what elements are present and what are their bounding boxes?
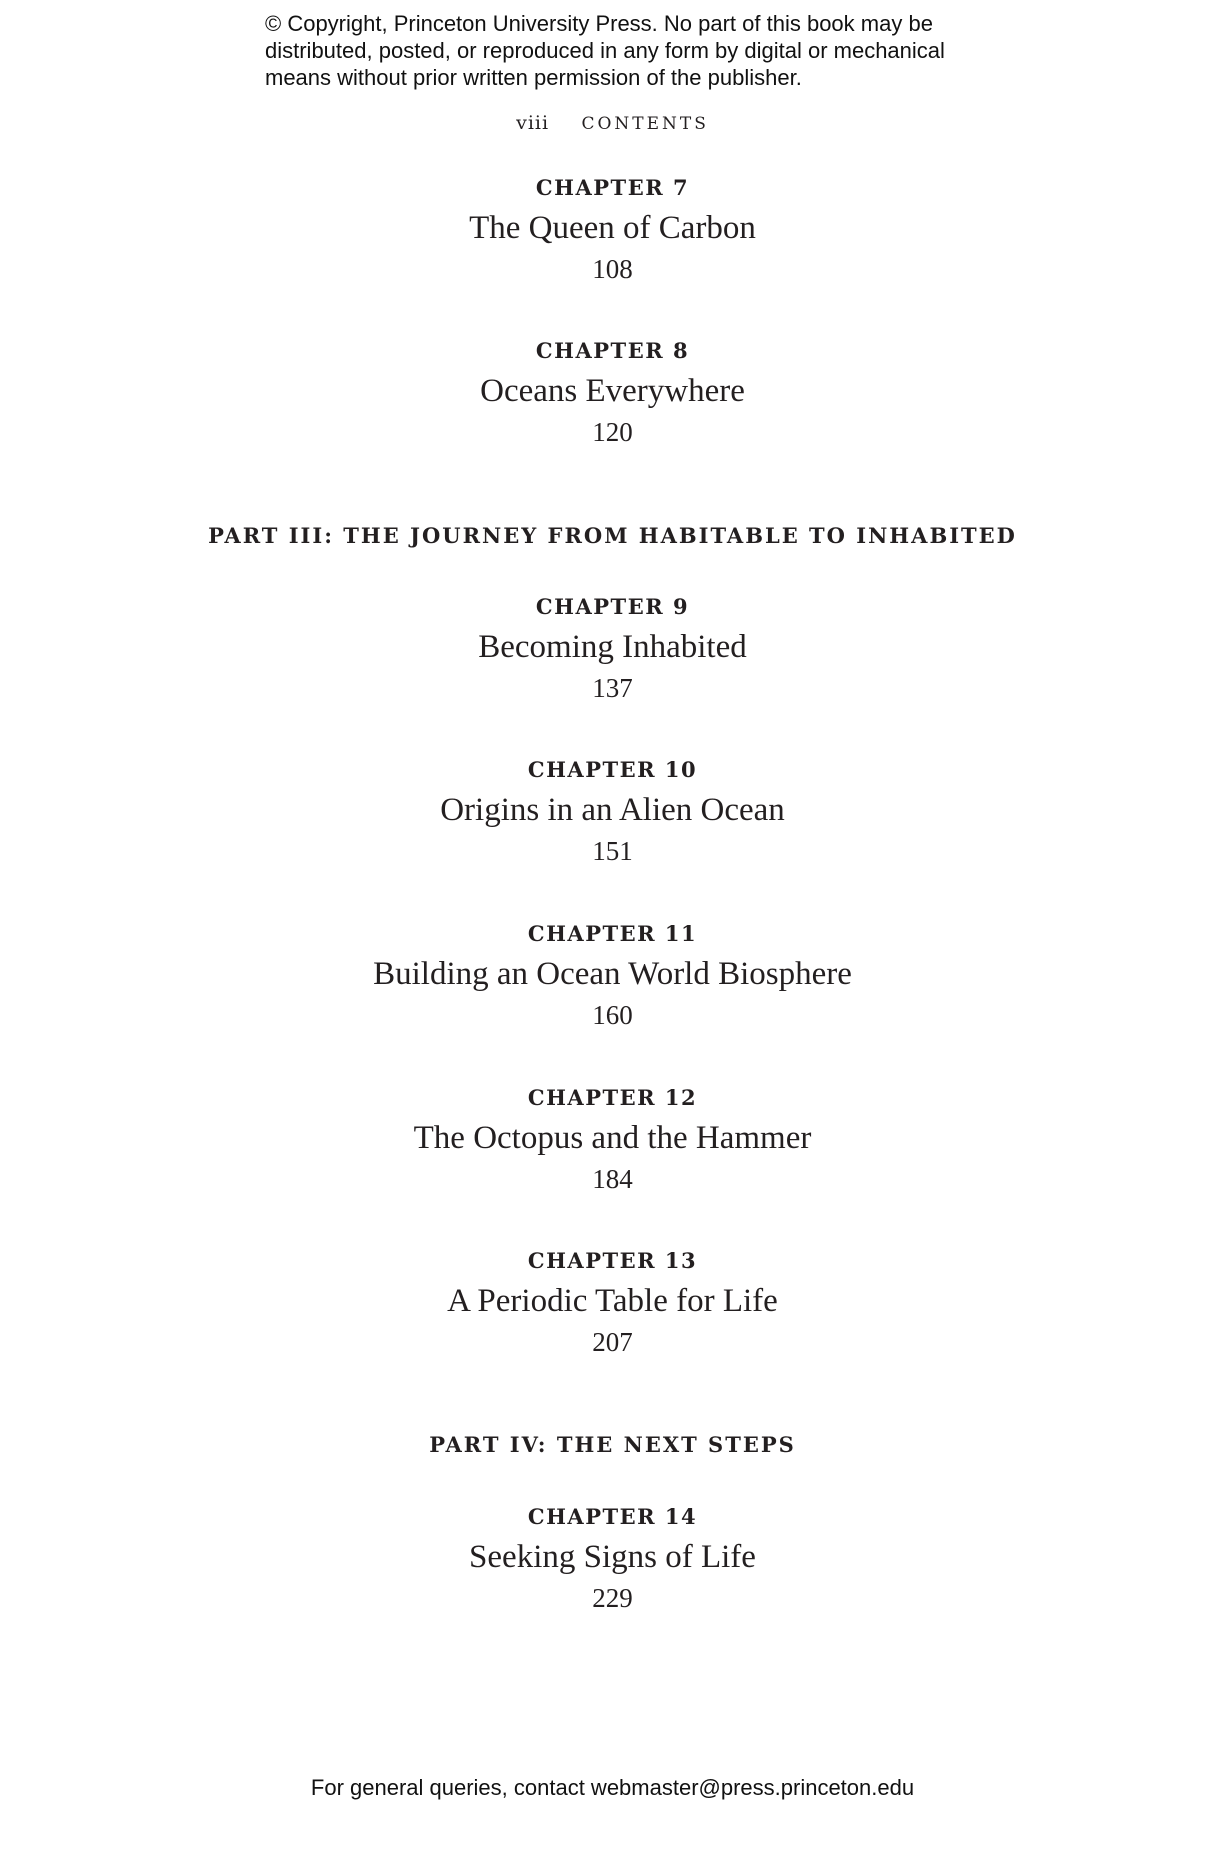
chapter-page-number: 120 (592, 417, 633, 447)
footer-contact: For general queries, contact webmaster@press.princeton.edu (310, 1775, 915, 1800)
chapter-page-number: 160 (592, 1000, 633, 1030)
chapter-title: Seeking Signs of Life (469, 1539, 756, 1575)
running-head-title: CONTENTS (581, 114, 709, 134)
toc-entry-chapter-11[interactable] (0, 918, 1225, 1032)
copyright-notice (265, 10, 1025, 91)
chapter-label: CHAPTER 8 (535, 338, 690, 363)
toc-entry-chapter-7[interactable] (0, 172, 1225, 286)
copyright-line: © Copyright, Princeton University Press. No part of this book may be (265, 11, 933, 36)
chapter-label: CHAPTER 12 (527, 1085, 698, 1110)
chapter-page-number: 151 (592, 836, 633, 866)
copyright-line: distributed, posted, or reproduced in any form by digital or mechanical (265, 38, 945, 63)
part-heading: PART IV: THE NEXT STEPS (429, 1432, 796, 1457)
chapter-label: CHAPTER 14 (527, 1504, 698, 1529)
chapter-page-number: 137 (592, 673, 633, 703)
page-number: viii (516, 112, 550, 134)
part-heading: PART III: THE JOURNEY FROM HABITABLE TO INHABITED (208, 523, 1017, 548)
chapter-title: Becoming Inhabited (478, 629, 747, 665)
chapter-page-number: 108 (592, 254, 633, 284)
running-head (0, 112, 1225, 134)
toc-entry-chapter-8[interactable] (0, 335, 1225, 449)
chapter-label: CHAPTER 13 (527, 1248, 698, 1273)
toc-entry-chapter-10[interactable] (0, 754, 1225, 868)
toc-entry-chapter-14[interactable] (0, 1501, 1225, 1615)
chapter-title: Origins in an Alien Ocean (440, 792, 785, 828)
chapter-title: Building an Ocean World Biosphere (373, 956, 852, 992)
chapter-title: The Octopus and the Hammer (413, 1120, 812, 1156)
toc-entry-chapter-13[interactable] (0, 1245, 1225, 1359)
chapter-title: The Queen of Carbon (469, 210, 756, 246)
chapter-title: A Periodic Table for Life (447, 1283, 778, 1319)
chapter-label: CHAPTER 7 (535, 175, 690, 200)
chapter-title: Oceans Everywhere (480, 373, 745, 409)
chapter-page-number: 207 (592, 1327, 633, 1357)
toc-entry-chapter-9[interactable] (0, 591, 1225, 705)
chapter-label: CHAPTER 11 (527, 921, 698, 946)
chapter-page-number: 229 (592, 1583, 633, 1613)
chapter-label: CHAPTER 9 (535, 594, 690, 619)
toc-entry-chapter-12[interactable] (0, 1082, 1225, 1196)
chapter-page-number: 184 (592, 1164, 633, 1194)
chapter-label: CHAPTER 10 (527, 757, 698, 782)
copyright-line: means without prior written permission of the publisher. (265, 65, 802, 90)
